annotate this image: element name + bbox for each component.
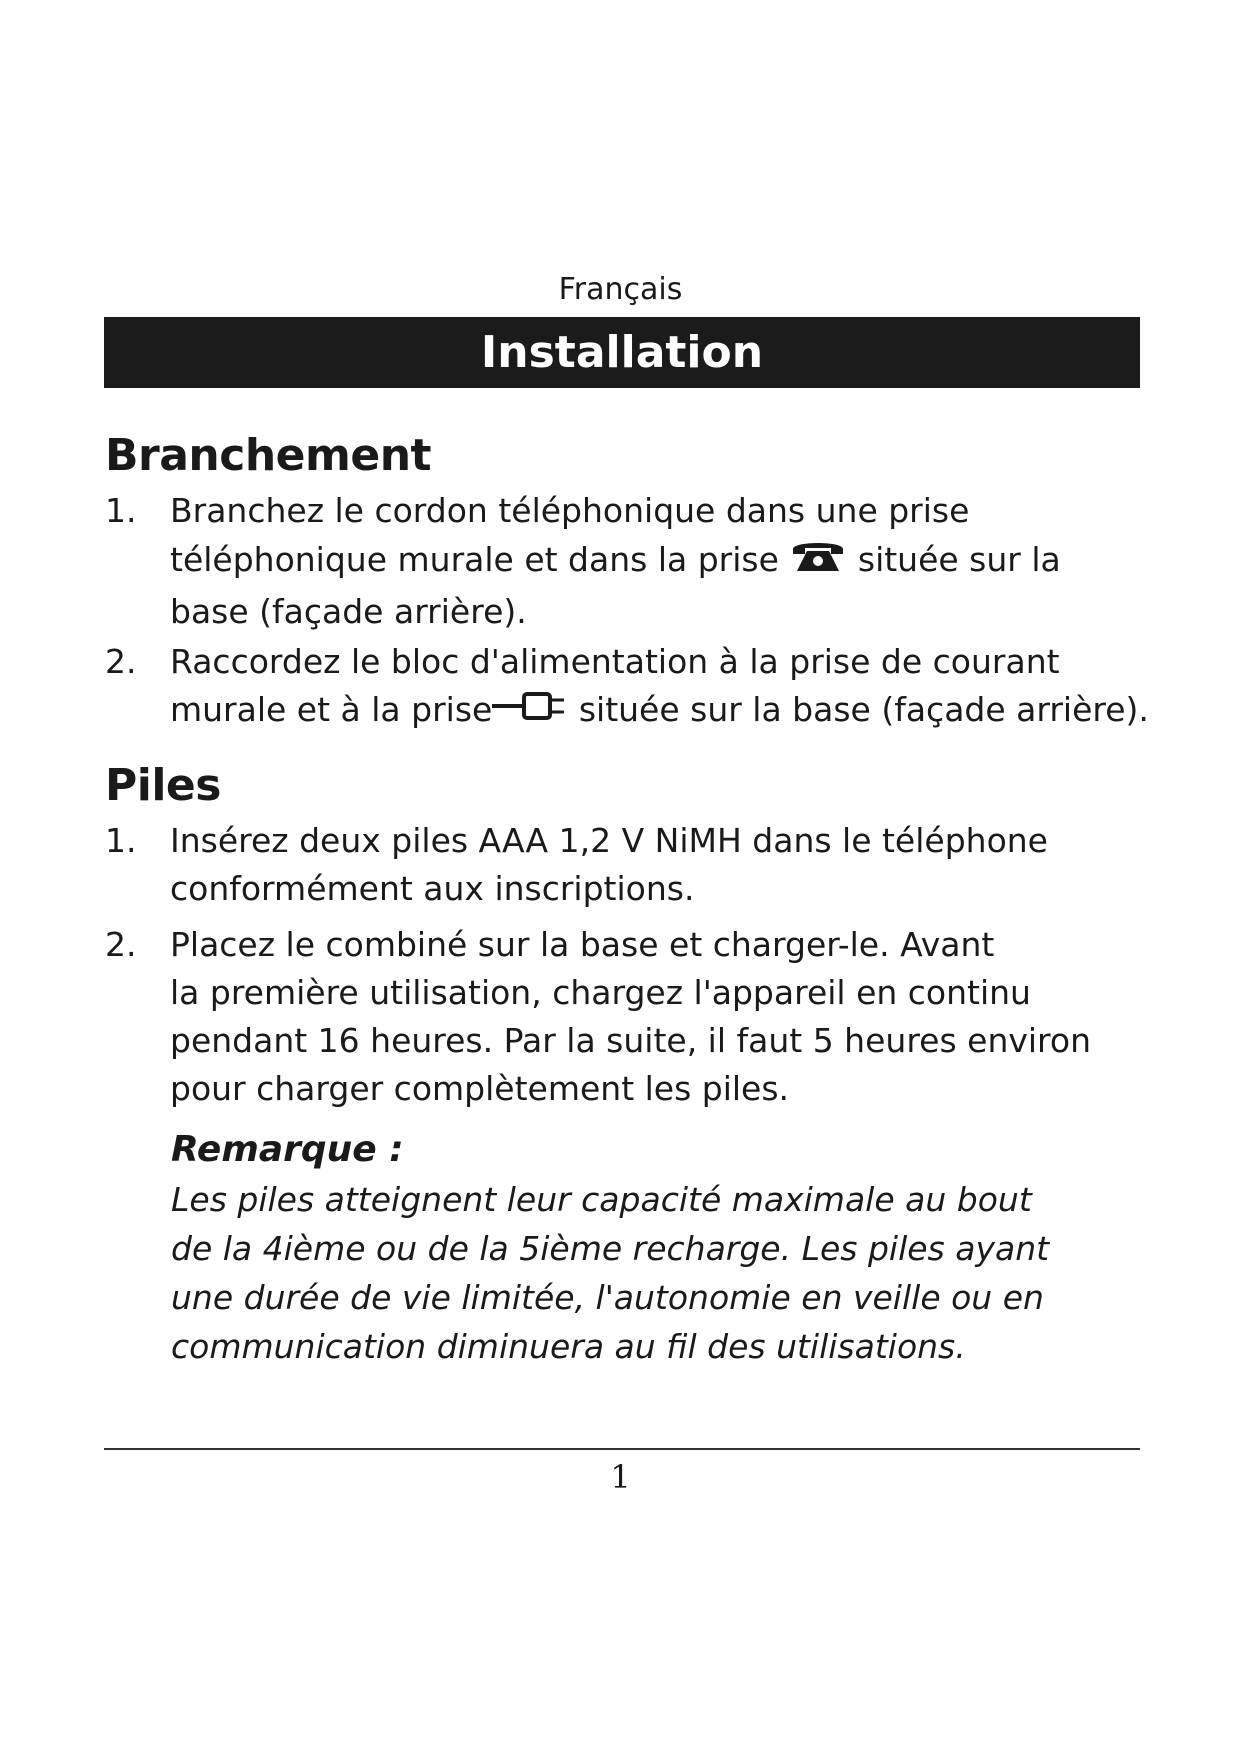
language-label: Français bbox=[558, 272, 683, 307]
item-text-line: Branchez le cordon téléphonique dans une prise bbox=[170, 491, 970, 530]
item-text-line: Insérez deux piles AAA 1,2 V NiMH dans le téléphone bbox=[170, 821, 1048, 860]
note-line: communication diminuera au fil des utilisations. bbox=[171, 1327, 966, 1366]
section-title-piles: Piles bbox=[105, 760, 221, 811]
list-number: 2. bbox=[105, 925, 137, 964]
item-text-line: murale et à la prise bbox=[170, 690, 493, 729]
item-text-line: située sur la bbox=[857, 540, 1061, 579]
item-text-line: Placez le combiné sur la base et charger-le. Avant bbox=[170, 925, 995, 964]
item-text-line: la première utilisation, chargez l'appareil en continu bbox=[170, 973, 1031, 1012]
item-text-line: située sur la base (façade arrière). bbox=[578, 690, 1149, 729]
item-text-line: pour charger complètement les piles. bbox=[170, 1069, 790, 1108]
item-text-line: base (façade arrière). bbox=[170, 592, 527, 631]
page-number: 1 bbox=[610, 1458, 631, 1496]
item-text-line: conformément aux inscriptions. bbox=[170, 869, 695, 908]
section-title-branchement: Branchement bbox=[105, 430, 432, 481]
power-plug-icon bbox=[492, 688, 568, 736]
page-title-banner: Installation bbox=[104, 317, 1140, 388]
item-text-line: Raccordez le bloc d'alimentation à la prise de courant bbox=[170, 642, 1060, 681]
footer-divider bbox=[104, 1448, 1140, 1450]
list-number: 1. bbox=[105, 821, 137, 860]
item-text-line: téléphonique murale et dans la prise bbox=[170, 540, 779, 579]
note-title: Remarque : bbox=[171, 1129, 404, 1170]
list-number: 1. bbox=[105, 491, 137, 530]
note-body bbox=[171, 1175, 1171, 1371]
note-line: Les piles atteignent leur capacité maximale au bout bbox=[171, 1180, 1032, 1219]
note-line: une durée de vie limitée, l'autonomie en veille ou en bbox=[171, 1278, 1044, 1317]
item-text-line: pendant 16 heures. Par la suite, il faut 5 heures environ bbox=[170, 1021, 1092, 1060]
note-line: de la 4ième ou de la 5ième recharge. Les piles ayant bbox=[171, 1229, 1050, 1268]
telephone-icon bbox=[789, 535, 847, 588]
list-number: 2. bbox=[105, 642, 137, 681]
